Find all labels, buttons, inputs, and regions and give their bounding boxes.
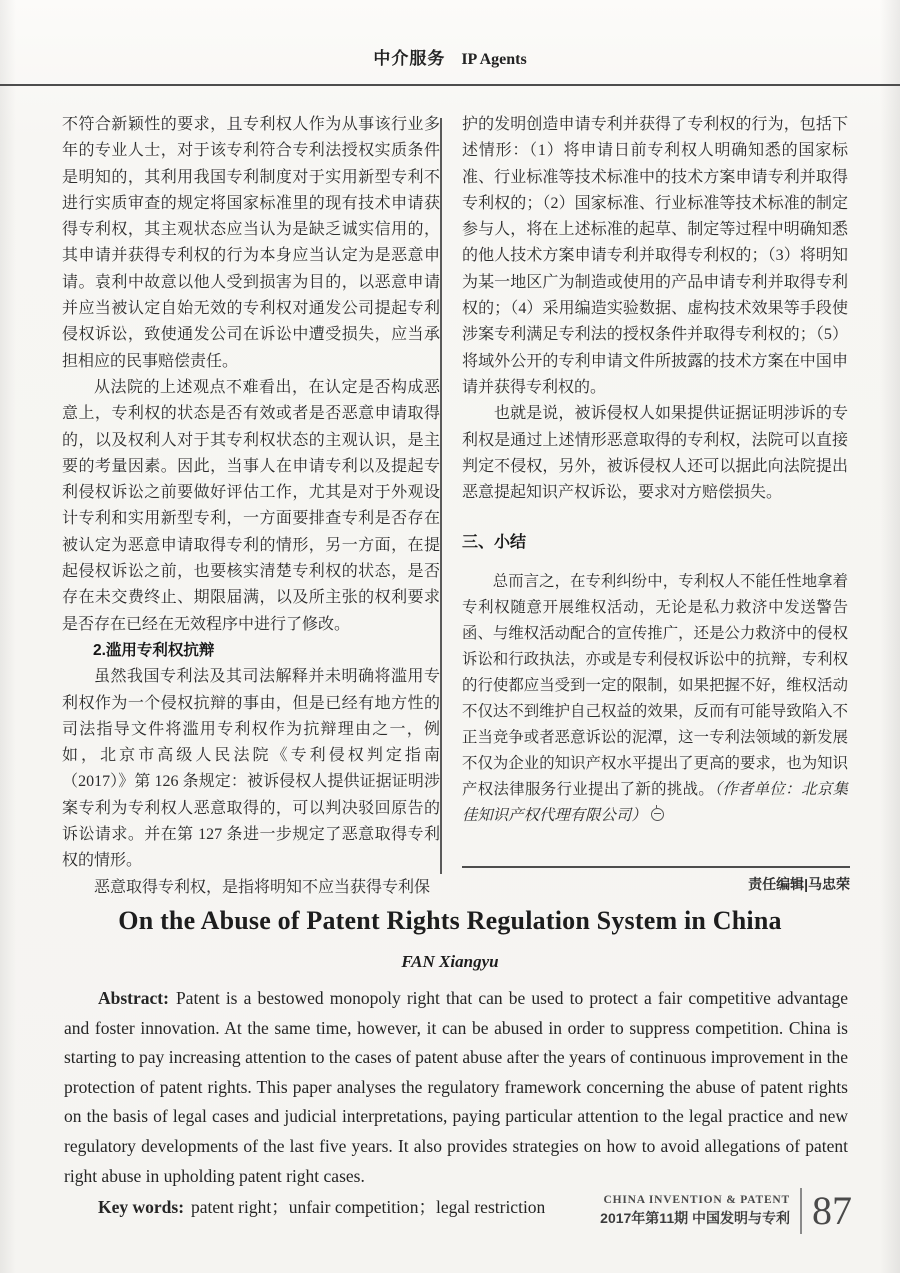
body-paragraph: 不符合新颖性的要求，且专利权人作为从事该行业多年的专业人士，对于该专利符合专利法授权实质条件是明知的，其利用我国专利制度对于实用新型专利不进行实质审查的规定将国家标准里的现有技术申请获得专利权，其主观状态应当认为是缺乏诚实信用的，其申请并获得专利权的行为本身应当认定为是恶意申请。袁利中故意以他人受到损害为目的，以恶意申请并应当被认定自始无效的专利权对通发公司提起专利侵权诉讼，致使通发公司在诉讼中遭受损失，应当承担相应的民事赔偿责任。: [62, 116, 440, 370]
footer-text-block: [600, 1194, 790, 1228]
author-affiliation-note: （作者单位：北京集佳知识产权代理有限公司）: [462, 780, 848, 824]
body-paragraph: 虽然我国专利法及其司法解释并未明确将滥用专利权作为一个侵权抗辩的事由，但是已经有地方性的司法指导文件将滥用专利权作为抗辩理由之一，例如，北京市高级人民法院《专利侵权判定指南（2017）》第 126 条规定：被诉侵权人提供证据证明涉案专利为专利权人恶意取得的，可以判决驳回原告的诉讼请求。并在第 127 条进一步规定了恶意取得专利权的情形。: [62, 668, 440, 870]
footer-issue-cn: 2017年第11期 中国发明与专利: [600, 1210, 790, 1226]
header-rule: [0, 84, 900, 86]
abstract-label: Abstract:: [98, 988, 169, 1008]
column-divider: [440, 118, 442, 874]
conclusion-text: 总而言之，在专利纠纷中，专利权人不能任性地拿着专利权随意开展维权活动，无论是私力救济中发送警告函、与维权活动配合的宣传推广，还是公力救济中的侵权诉讼和行政执法，亦或是专利侵权诉讼中的抗辩，专利权的行使都应当受到一定的限制，如果把握不好，维权活动不仅达不到维护自己权益的效果，反而有可能导致陷入不正当竞争或者恶意诉讼的泥潭，这一专利法领域的新发展不仅为企业的知识产权水平提出了更高的要求，也为知识产权法律服务行业提出了新的挑战。: [462, 572, 848, 798]
abstract-paragraph: [64, 984, 848, 1191]
body-paragraph: 恶意取得专利权，是指将明知不应当获得专利保: [94, 878, 431, 896]
keywords-label: Key words:: [98, 1197, 185, 1218]
page-footer: [600, 1188, 852, 1234]
article-end-icon: [651, 808, 664, 821]
keywords-text: patent right；unfair competition；legal restriction: [191, 1197, 546, 1218]
body-paragraph: 从法院的上述观点不难看出，在认定是否构成恶意上，专利权的状态是否有效或者是否恶意申请取得的，以及权利人对于其专利权状态的主观认识，是主要的考量因素。因此，当事人在申请专利以及提起专利侵权诉讼之前要做好评估工作，尤其是对于外观设计专利和实用新型专利，一方面要排查专利是否存在被认定为恶意申请取得专利的情形，另一方面，在提起侵权诉讼之前，也要核实清楚专利权的状态，是否存在未交费终止、期限届满，以及所主张的权利要求是否存在已经在无效程序中进行了修改。: [62, 378, 440, 633]
english-author: FAN Xiangyu: [401, 952, 499, 971]
section-title-en: IP Agents: [461, 51, 527, 68]
left-column: [62, 112, 440, 901]
english-abstract-block: [64, 984, 848, 1223]
editor-credit: 责任编辑|马忠荣: [748, 876, 850, 892]
body-paragraph: 也就是说，被诉侵权人如果提供证据证明涉诉的专利权是通过上述情形恶意取得的专利权，法院可以直接判定不侵权，另外，被诉侵权人还可以据此向法院提出恶意提起知识产权诉讼，要求对方赔偿损失。: [462, 405, 848, 502]
conclusion-paragraph: [462, 569, 848, 829]
footer-divider: [800, 1188, 802, 1234]
editor-rule: [462, 866, 850, 868]
subsection-heading: 2.滥用专利权抗辩: [93, 641, 215, 659]
footer-page-number: 87: [812, 1188, 852, 1233]
english-title: On the Abuse of Patent Rights Regulation System in China: [118, 906, 782, 935]
section-heading: 三、小结: [462, 534, 527, 552]
abstract-text: Patent is a bestowed monopoly right that can be used to protect a fair competitive advantage and foster innovation. At the same time, however, it can be abused in order to suppress competition. China is starting to pay increasing attention to the cases of patent abuse after the years of continuous improvement in the protection of patent rights. This paper analyses the regulatory framework concerning the abuse of patent rights on the basis of legal cases and judicial interpretations, paying particular attention to the legal practice and new regulatory developments of the last five years. It also provides strategies on how to avoid allegations of patent right abuse in upholding patent right cases.: [64, 988, 848, 1186]
page-header: [0, 44, 900, 69]
footer-journal-en: CHINA INVENTION & PATENT: [603, 1194, 790, 1206]
body-paragraph: 护的发明创造申请专利并获得了专利权的行为，包括下述情形：（1）将申请日前专利权人明确知悉的国家标准、行业标准等技术标准中的技术方案申请专利并取得专利权的；（2）国家标准、行业标准等技术标准的制定参与人，将在上述标准的起草、制定等过程中明确知悉的他人技术方案申请专利并取得专利权的；（3）将明知为某一地区广为制造或使用的产品申请专利并取得专利权的；（4）采用编造实验数据、虚构技术效果等手段使涉案专利满足专利法的授权条件并取得专利权的；（5）将域外公开的专利申请文件所披露的技术方案在中国申请并获得专利权的。: [462, 116, 848, 396]
right-column: [462, 112, 848, 829]
section-title-cn: 中介服务: [373, 49, 446, 68]
